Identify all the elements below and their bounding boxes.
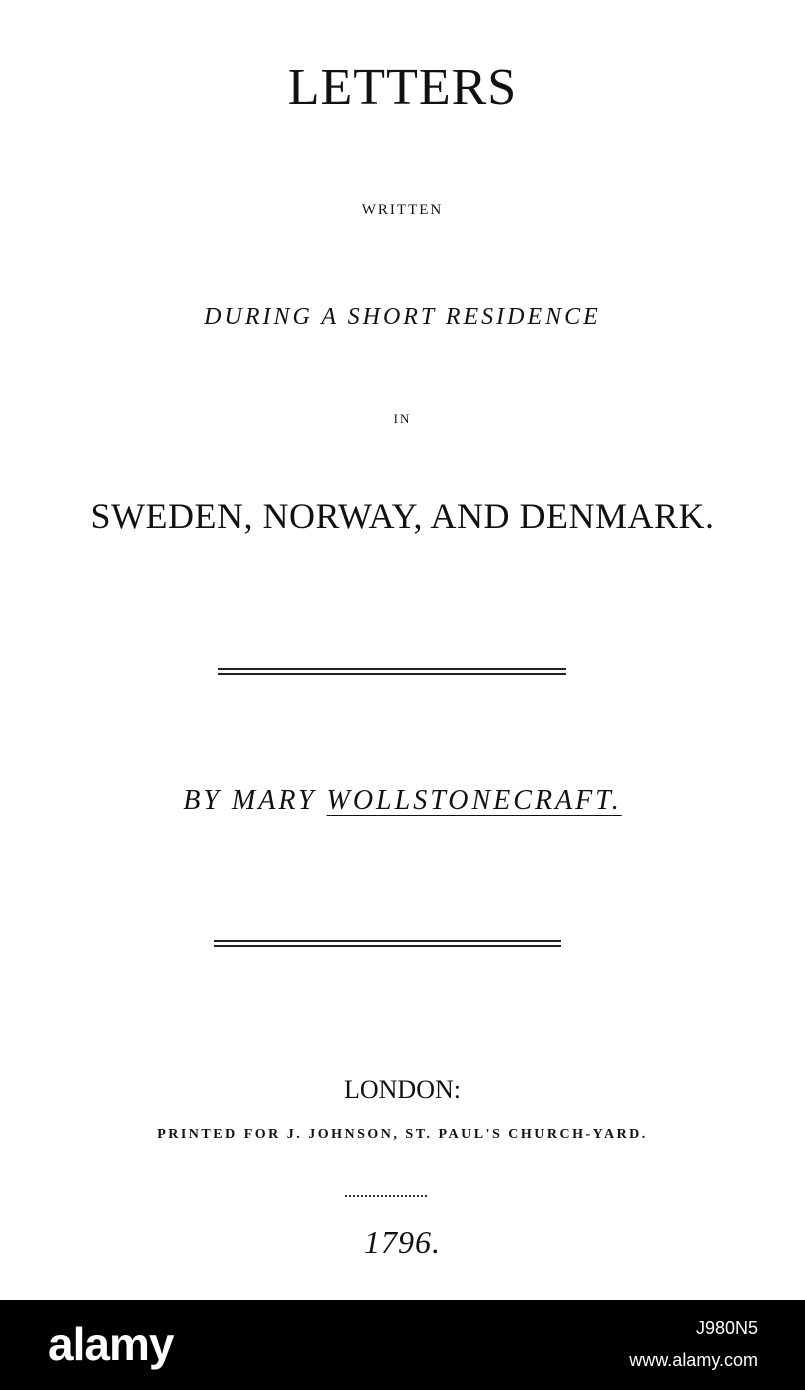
- imprint-year: 1796.: [364, 1224, 441, 1260]
- watermark-url: www.alamy.com: [629, 1350, 758, 1370]
- alamy-logo: alamy: [48, 1318, 174, 1370]
- dotted-ornament: [345, 1195, 427, 1197]
- author-line: [0, 783, 805, 819]
- imprint-city: LONDON:: [344, 1075, 461, 1104]
- subtitle-written: WRITTEN: [361, 202, 444, 218]
- double-rule-bottom: [214, 940, 561, 947]
- subtitle-in: IN: [393, 411, 412, 426]
- watermark-banner: [0, 1300, 805, 1390]
- subtitle-during: DURING A SHORT RESIDENCE: [204, 304, 601, 330]
- image-id-label: J980N5: [695, 1318, 758, 1338]
- imprint-printer: PRINTED FOR J. JOHNSON, ST. PAUL'S CHURCH-YARD.: [157, 1127, 648, 1142]
- double-rule-top: [218, 668, 566, 675]
- book-title: LETTERS: [287, 59, 518, 116]
- subtitle-countries: SWEDEN, NORWAY, AND DENMARK.: [90, 496, 715, 536]
- author-surname: WOLLSTONECRAFT.: [326, 785, 622, 816]
- author-prefix: BY MARY: [183, 785, 327, 816]
